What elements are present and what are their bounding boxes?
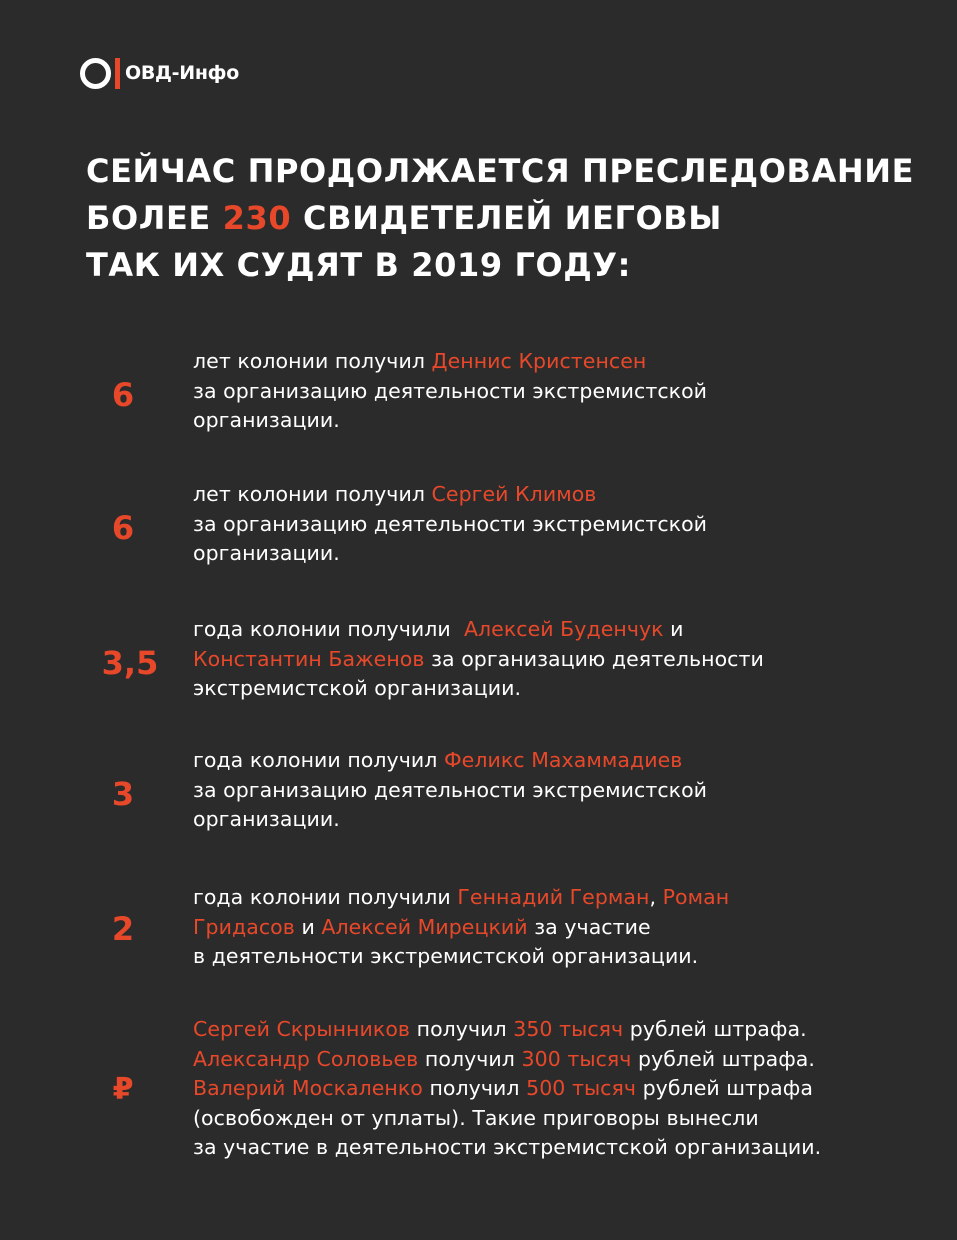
sentence-number: 2 [111, 910, 135, 948]
defendant-name: Сергей Климов [431, 482, 597, 506]
headline-line-2-suffix: СВИДЕТЕЛЕЙ ИЕГОВЫ [291, 199, 723, 237]
text-fragment: года колонии получил [193, 748, 444, 772]
fines-text [193, 1015, 913, 1163]
sentence-line [193, 913, 913, 943]
text-fragment: получил [410, 1017, 514, 1041]
sentence-line: в деятельности экстремистской организации. [193, 944, 699, 968]
fine-amount: 500 тысяч [526, 1076, 637, 1100]
fine-amount: 350 тысяч [513, 1017, 624, 1041]
text-fragment: за организацию деятельности [424, 646, 764, 671]
defendant-name: Алексей Буденчук [463, 617, 664, 641]
sentence-line [193, 746, 913, 776]
defendant-name: Геннадий Герман [457, 885, 650, 909]
sentence-text [193, 480, 913, 569]
defendant-name: Сергей Скрынников [193, 1017, 411, 1041]
headline-line-1: СЕЙЧАС ПРОДОЛЖАЕТСЯ ПРЕСЛЕДОВАНИЕ [86, 152, 915, 190]
sentence-line: за организацию деятельности экстремистской [193, 777, 708, 802]
defendant-name: Валерий Москаленко [193, 1076, 423, 1100]
sentence-line [193, 347, 913, 377]
ruble-icon: ₽ [112, 1072, 134, 1107]
sentence-line [193, 480, 913, 510]
sentence-line: за организацию деятельности экстремистской [193, 378, 708, 403]
sentence-line: организации. [193, 541, 340, 565]
sentence-text [193, 615, 913, 704]
text-fragment: получил [418, 1046, 522, 1071]
defendant-name: Деннис Кристенсен [431, 349, 647, 373]
sentence-line [193, 615, 913, 645]
sentence-number: 6 [111, 376, 135, 414]
defendant-name: Роман [662, 885, 730, 909]
defendant-name: Александр Соловьев [193, 1046, 419, 1071]
ovd-info-logo [80, 56, 239, 90]
defendant-name: Гридасов [193, 914, 295, 939]
text-fragment: лет колонии получил [193, 482, 432, 506]
headline-line-2-prefix: БОЛЕЕ [86, 199, 223, 237]
sentence-line: за организацию деятельности экстремистской [193, 511, 708, 536]
text-fragment: , [649, 885, 663, 909]
sentence-line: организации. [193, 807, 340, 831]
sentence-text [193, 347, 913, 436]
sentence-line [193, 883, 913, 913]
sentence-number: 3,5 [101, 644, 159, 682]
fine-line [193, 1074, 913, 1104]
sentence-number: 3 [111, 775, 135, 813]
sentence-text [193, 883, 913, 972]
sentence-line: экстремистской организации. [193, 676, 522, 700]
text-fragment: за участие [527, 914, 651, 939]
text-fragment: получил [422, 1076, 527, 1100]
fine-line: за участие в деятельности экстремистской организации. [193, 1135, 822, 1159]
headline-count: 230 [222, 199, 292, 237]
sentence-text [193, 746, 913, 835]
fine-line [193, 1045, 913, 1075]
defendant-name: Алексей Мирецкий [321, 914, 528, 939]
defendant-name: Константин Баженов [193, 646, 425, 671]
fine-amount: 300 тысяч [521, 1046, 632, 1071]
fine-line: (освобожден от уплаты). Такие приговоры вынесли [193, 1105, 759, 1130]
text-fragment: рублей штрафа. [631, 1046, 815, 1071]
text-fragment: рублей штрафа. [623, 1017, 807, 1041]
logo-ring-icon [80, 58, 111, 89]
sentence-line: организации. [193, 408, 340, 432]
text-fragment: лет колонии получил [193, 349, 432, 373]
headline-line-3: ТАК ИХ СУДЯТ В 2019 ГОДУ: [86, 246, 632, 284]
text-fragment: рублей штрафа [636, 1076, 813, 1100]
logo-text: ОВД-Инфо [125, 62, 239, 84]
text-fragment: года колонии получили [193, 617, 464, 641]
headline [86, 148, 914, 289]
text-fragment: года колонии получили [193, 885, 458, 909]
sentence-line [193, 645, 913, 675]
defendant-name: Феликс Махаммадиев [443, 748, 683, 772]
fine-line [193, 1015, 913, 1045]
text-fragment: и [663, 617, 684, 641]
text-fragment: и [294, 914, 322, 939]
headline-line-2 [86, 195, 914, 242]
logo-bar-icon [115, 58, 120, 89]
sentence-number: 6 [111, 509, 135, 547]
